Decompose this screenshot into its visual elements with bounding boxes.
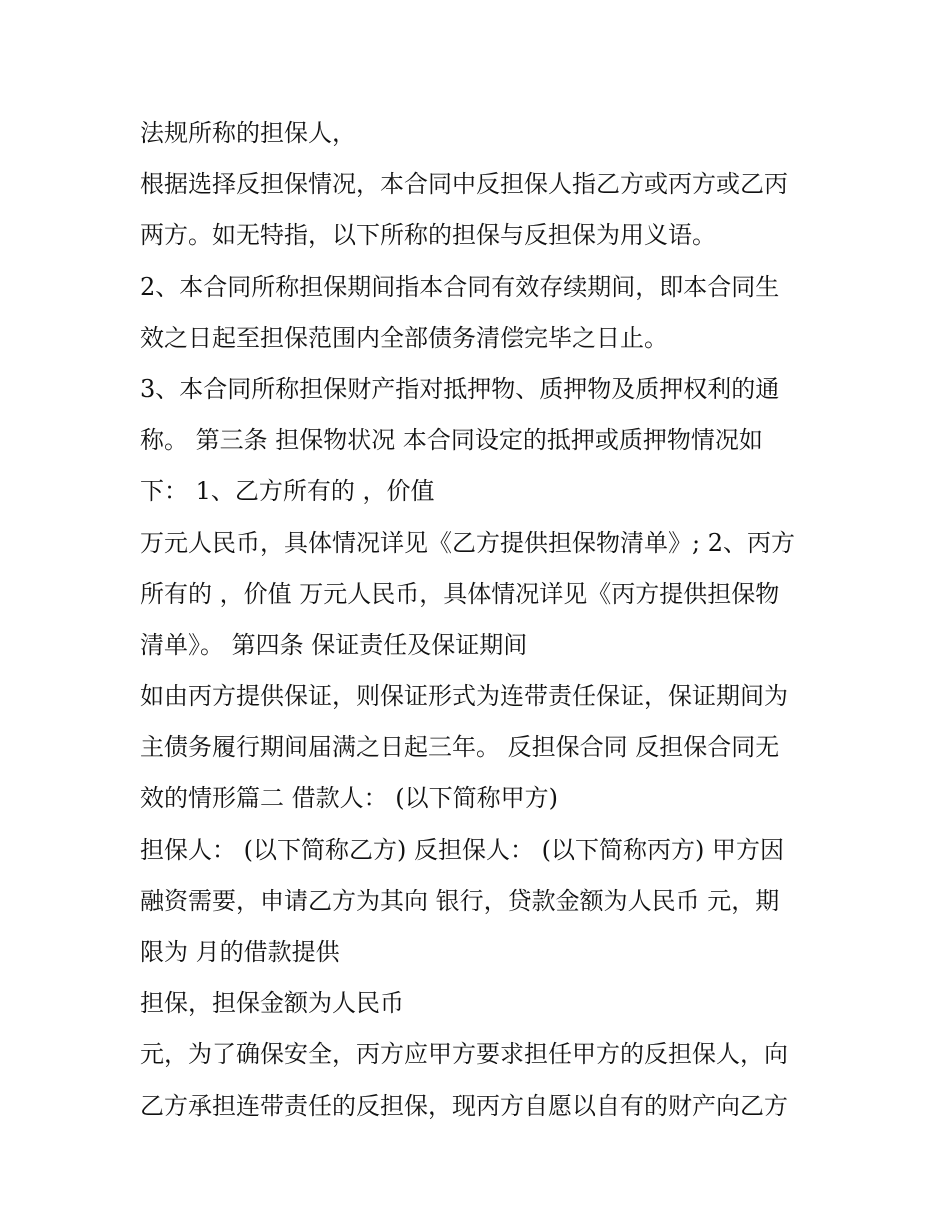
text-line: 万元人民币，具体情况详见《乙方提供担保物清单》; 2、丙方 <box>140 528 795 557</box>
text-line: 称。 第三条 担保物状况 本合同设定的抵押或质押物情况如 <box>140 426 763 455</box>
text-line: 担保人： (以下简称乙方) 反担保人： (以下简称丙方) 甲方因 <box>140 835 784 864</box>
text-line: 根据选择反担保情况，本合同中反担保人指乙方或丙方或乙丙 <box>140 170 788 199</box>
text-line: 如由丙方提供保证，则保证形式为连带责任保证，保证期间为 <box>140 682 788 711</box>
text-line: 清单》。 第四条 保证责任及保证期间 <box>140 630 528 659</box>
text-line: 3、本合同所称担保财产指对抵押物、质押物及质押权利的通 <box>140 374 780 403</box>
text-line: 担保，担保金额为人民币 <box>140 989 404 1018</box>
text-line: 限为 月的借款提供 <box>140 938 340 966</box>
text-line: 融资需要，申请乙方为其向 银行，贷款金额为人民币 元，期 <box>140 886 780 915</box>
text-line: 效之日起至担保范围内全部债务清偿完毕之日止。 <box>140 323 668 352</box>
text-line: 2、本合同所称担保期间指本合同有效存续期间，即本合同生 <box>140 272 780 301</box>
text-line: 乙方承担连带责任的反担保，现丙方自愿以自有的财产向乙方 <box>140 1091 788 1120</box>
document-body <box>140 108 820 1132</box>
text-line: 法规所称的担保人， <box>140 119 356 147</box>
text-line: 两方。如无特指，以下所称的担保与反担保为用义语。 <box>140 221 716 250</box>
text-line: 元，为了确保安全，丙方应甲方要求担任甲方的反担保人，向 <box>140 1040 788 1069</box>
text-line: 效的情形篇二 借款人： (以下简称甲方) <box>140 784 558 813</box>
text-line: 主债务履行期间届满之日起三年。 反担保合同 反担保合同无 <box>140 733 780 762</box>
text-line: 下： 1、乙方所有的 ，价值 <box>140 477 435 506</box>
text-line: 所有的 ，价值 万元人民币，具体情况详见《丙方提供担保物 <box>140 579 780 608</box>
